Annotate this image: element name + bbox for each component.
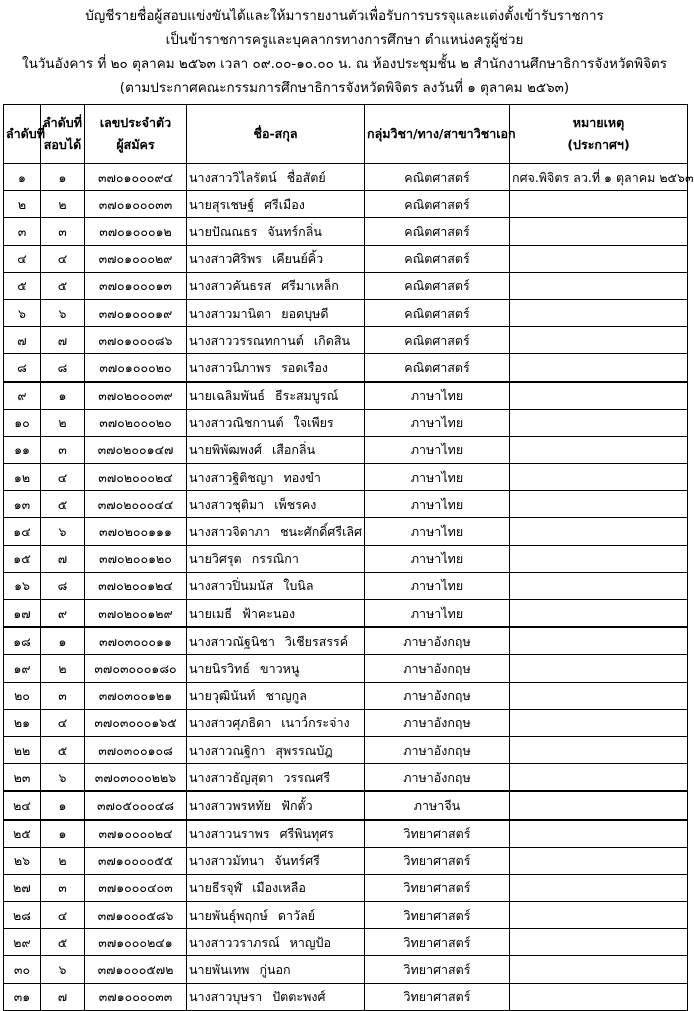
table-row	[4, 218, 688, 245]
cell-seq: ๓	[4, 218, 41, 245]
cell-name	[187, 545, 365, 572]
first-name: นายเมธี	[189, 605, 233, 621]
cell-subject: ภาษาอังกฤษ	[365, 736, 510, 763]
header-note: หมายเหตุ (ประกาศฯ)	[510, 105, 688, 164]
cell-subject: วิทยาศาสตร์	[365, 956, 510, 983]
first-name: นายพิพัฒพงศ์	[189, 442, 262, 458]
cell-rank: ๑	[41, 791, 85, 819]
cell-seq: ๒๘	[4, 902, 41, 929]
table-row	[4, 874, 688, 901]
header-line-1: บัญชีรายชื่อผู้สอบแข่งขันได้และให้มารายงานตัวเพื่อรับการบรรจุและแต่งตั้งเข้ารับราชการ	[85, 8, 604, 24]
last-name: ศรีมาเหล็ก	[281, 278, 339, 294]
table-row	[4, 983, 688, 1010]
cell-subject: คณิตศาสตร์	[365, 245, 510, 272]
cell-seq: ๗	[4, 327, 41, 354]
table-row	[4, 545, 688, 572]
candidate-table	[3, 104, 694, 1011]
table-row	[4, 518, 688, 545]
last-name: ขาวหนู	[260, 660, 300, 676]
first-name: นายวิศรุต	[189, 551, 242, 567]
cell-rank: ๑	[41, 627, 85, 655]
first-name: นายนิรวิทธ์	[189, 660, 251, 676]
cell-note	[510, 491, 688, 518]
last-name: ชื่อสัตย์	[286, 169, 326, 185]
first-name: นายพันธุ์พฤกษ์	[189, 907, 268, 923]
table-row	[4, 956, 688, 983]
cell-name	[187, 572, 365, 599]
first-name: นางสาวบุษรา	[189, 989, 263, 1005]
cell-rank: ๓	[41, 436, 85, 463]
cell-rank: ๗	[41, 983, 85, 1010]
cell-applicant-id: ๓๗๐๓๐๐๐๑๑	[85, 627, 187, 655]
cell-applicant-id: ๓๗๐๕๐๐๐๔๘	[85, 791, 187, 819]
last-name: ยอดบุษดี	[281, 305, 329, 321]
cell-note	[510, 791, 688, 819]
cell-seq: ๒๓	[4, 764, 41, 792]
cell-name	[187, 682, 365, 709]
cell-note	[510, 299, 688, 326]
cell-name	[187, 191, 365, 218]
cell-applicant-id: ๓๗๑๐๐๐๔๐๓	[85, 874, 187, 901]
cell-note	[510, 655, 688, 682]
cell-note	[510, 218, 688, 245]
table-row	[4, 354, 688, 382]
table-row	[4, 902, 688, 929]
cell-seq: ๑๓	[4, 491, 41, 518]
cell-name	[187, 409, 365, 436]
last-name: สุพรรณบัฎ	[275, 742, 333, 758]
table-row	[4, 436, 688, 463]
cell-applicant-id: ๓๗๐๒๐๐๑๑๑	[85, 518, 187, 545]
cell-note	[510, 572, 688, 599]
cell-seq: ๕	[4, 272, 41, 299]
cell-note	[510, 929, 688, 956]
last-name: เนาว์กระจ่าง	[281, 715, 350, 731]
cell-applicant-id: ๓๗๐๑๐๐๐๓๓	[85, 191, 187, 218]
cell-subject: วิทยาศาสตร์	[365, 902, 510, 929]
cell-applicant-id: ๓๗๐๒๐๐๑๒๙	[85, 600, 187, 628]
cell-rank: ๕	[41, 929, 85, 956]
first-name: นางสาวศิริพร	[189, 251, 262, 267]
table-row	[4, 327, 688, 354]
cell-subject: คณิตศาสตร์	[365, 272, 510, 299]
cell-note	[510, 245, 688, 272]
table-row	[4, 600, 688, 628]
cell-name	[187, 218, 365, 245]
last-name: หาญป้อ	[289, 934, 331, 950]
header-line-3: ในวันอังคาร ที่ ๒๐ ตุลาคม ๒๕๖๓ เวลา ๐๙.๐๐-๑๐.๐๐ น. ณ ห้องประชุมชั้น ๒ สำนักงานศึกษาธิการจังหวัดพิจิตร	[21, 56, 668, 72]
cell-seq: ๒๐	[4, 682, 41, 709]
table-row	[4, 191, 688, 218]
cell-note	[510, 354, 688, 382]
cell-subject: ภาษาไทย	[365, 464, 510, 491]
first-name: นายวุฒินันท์	[189, 688, 256, 704]
cell-rank: ๖	[41, 518, 85, 545]
cell-rank: ๑	[41, 164, 85, 191]
last-name: วิเชียรสรรค์	[284, 633, 349, 649]
cell-seq: ๒๒	[4, 736, 41, 763]
cell-note	[510, 956, 688, 983]
cell-subject: ภาษาไทย	[365, 572, 510, 599]
cell-applicant-id: ๓๗๐๑๐๐๐๒๙	[85, 245, 187, 272]
first-name: นางสาวพรหทัย	[189, 797, 272, 813]
last-name: ดาวัลย์	[277, 907, 316, 923]
cell-subject: ภาษาอังกฤษ	[365, 709, 510, 736]
table-header-row	[4, 105, 688, 164]
cell-rank: ๗	[41, 327, 85, 354]
cell-note	[510, 736, 688, 763]
cell-name	[187, 600, 365, 628]
first-name: นางสาววิไลรัตน์	[189, 169, 277, 185]
cell-seq: ๑๒	[4, 464, 41, 491]
last-name: ใบนิล	[283, 578, 314, 594]
last-name: วรรณศรี	[283, 769, 331, 785]
cell-name	[187, 327, 365, 354]
table-row	[4, 382, 688, 410]
cell-applicant-id: ๓๗๐๑๐๐๐๑๙	[85, 299, 187, 326]
cell-applicant-id: ๓๗๑๐๐๐๐๕๕	[85, 847, 187, 874]
cell-name	[187, 791, 365, 819]
table-row	[4, 847, 688, 874]
cell-seq: ๘	[4, 354, 41, 382]
cell-rank: ๘	[41, 354, 85, 382]
cell-seq: ๑๘	[4, 627, 41, 655]
cell-seq: ๔	[4, 245, 41, 272]
table-row	[4, 491, 688, 518]
cell-subject: ภาษาไทย	[365, 518, 510, 545]
cell-applicant-id: ๓๗๐๓๐๐๐๒๒๖	[85, 764, 187, 792]
cell-note	[510, 627, 688, 655]
table-row	[4, 655, 688, 682]
cell-note	[510, 847, 688, 874]
cell-seq: ๑๑	[4, 436, 41, 463]
cell-seq: ๖	[4, 299, 41, 326]
cell-applicant-id: ๓๗๐๑๐๐๐๙๔	[85, 164, 187, 191]
cell-note	[510, 709, 688, 736]
cell-applicant-id: ๓๗๐๒๐๐๑๔๗	[85, 436, 187, 463]
cell-rank: ๒	[41, 409, 85, 436]
cell-name	[187, 847, 365, 874]
cell-applicant-id: ๓๗๐๓๐๐๑๒๑	[85, 682, 187, 709]
first-name: นางสาวศุภธิดา	[189, 715, 272, 731]
first-name: นายปัณณธร	[189, 223, 258, 239]
first-name: นางสาวนิภาพร	[189, 359, 272, 375]
cell-rank: ๒	[41, 191, 85, 218]
cell-subject: ภาษาอังกฤษ	[365, 655, 510, 682]
last-name: ฟ้าคะนอง	[242, 605, 296, 621]
last-name: ใจเพียร	[293, 415, 334, 431]
cell-seq: ๒๔	[4, 791, 41, 819]
table-row	[4, 464, 688, 491]
first-name: นางสาวณฐิกา	[189, 742, 266, 758]
cell-applicant-id: ๓๗๐๒๐๐๐๔๔	[85, 491, 187, 518]
last-name: เคียนย์คิ้ว	[271, 251, 324, 267]
first-name: นางสาวฐิติชญา	[189, 469, 274, 485]
cell-name	[187, 627, 365, 655]
cell-rank: ๖	[41, 299, 85, 326]
cell-subject: คณิตศาสตร์	[365, 299, 510, 326]
cell-name	[187, 491, 365, 518]
first-name: นายสุรเชษฐ์	[189, 196, 255, 212]
cell-name	[187, 736, 365, 763]
first-name: นางสาวมานิตา	[189, 305, 272, 321]
cell-rank: ๕	[41, 272, 85, 299]
last-name: จันทร์ศรี	[274, 853, 320, 869]
last-name: ปัตตะพงศ์	[272, 989, 326, 1005]
header-id: เลขประจำตัว ผู้สมัคร	[85, 105, 187, 164]
cell-subject: คณิตศาสตร์	[365, 327, 510, 354]
cell-name	[187, 655, 365, 682]
first-name: นางสาววราภรณ์	[189, 934, 280, 950]
cell-name	[187, 709, 365, 736]
last-name: เกิดสิน	[313, 332, 351, 348]
first-name: นายเฉลิมพันธ์	[189, 388, 265, 404]
cell-rank: ๔	[41, 902, 85, 929]
cell-seq: ๑๗	[4, 600, 41, 628]
cell-applicant-id: ๓๗๐๒๐๐๑๒๐	[85, 545, 187, 572]
cell-applicant-id: ๓๗๐๒๐๐๐๒๔	[85, 464, 187, 491]
header-seq: ลำดับที่	[4, 105, 41, 164]
last-name: เพ็ชรคง	[274, 496, 317, 512]
last-name: ชาญกูล	[265, 688, 307, 704]
cell-applicant-id: ๓๗๑๐๐๐๕๘๖	[85, 902, 187, 929]
header-line-2: เป็นข้าราชการครูและบุคลากรทางการศึกษา ตำแหน่งครูผู้ช่วย	[165, 32, 524, 48]
cell-subject: ภาษาอังกฤษ	[365, 627, 510, 655]
last-name: ธีระสมบูรณ์	[275, 388, 339, 404]
cell-seq: ๑๖	[4, 572, 41, 599]
table-row	[4, 299, 688, 326]
cell-rank: ๙	[41, 600, 85, 628]
table-row	[4, 929, 688, 956]
cell-name	[187, 245, 365, 272]
cell-note	[510, 600, 688, 628]
table-row	[4, 791, 688, 819]
cell-seq: ๓๐	[4, 956, 41, 983]
cell-rank: ๒	[41, 847, 85, 874]
cell-seq: ๑๐	[4, 409, 41, 436]
cell-subject: ภาษาไทย	[365, 491, 510, 518]
cell-name	[187, 956, 365, 983]
cell-name	[187, 764, 365, 792]
first-name: นางสาวธัญสุดา	[189, 769, 274, 785]
cell-subject: คณิตศาสตร์	[365, 191, 510, 218]
cell-note	[510, 902, 688, 929]
cell-rank: ๓	[41, 682, 85, 709]
cell-name	[187, 518, 365, 545]
cell-name	[187, 382, 365, 410]
last-name: เมืองเหลือ	[252, 880, 306, 896]
last-name: กู่นอก	[259, 962, 291, 978]
table-body	[4, 164, 694, 1011]
cell-subject: วิทยาศาสตร์	[365, 820, 510, 848]
cell-subject: วิทยาศาสตร์	[365, 929, 510, 956]
cell-applicant-id: ๓๗๐๑๐๐๐๒๐	[85, 354, 187, 382]
cell-subject: ภาษาไทย	[365, 545, 510, 572]
last-name: รอดเรือง	[281, 359, 329, 375]
cell-name	[187, 299, 365, 326]
cell-seq: ๑๕	[4, 545, 41, 572]
cell-subject: ภาษาไทย	[365, 382, 510, 410]
cell-name	[187, 354, 365, 382]
cell-subject: ภาษาอังกฤษ	[365, 682, 510, 709]
header-subject: กลุ่มวิชา/ทาง/สาขาวิชาเอก	[365, 105, 510, 164]
cell-note	[510, 874, 688, 901]
first-name: นางสาววรรณทกานต์	[189, 332, 304, 348]
document-header	[0, 0, 689, 104]
cell-seq: ๑	[4, 164, 41, 191]
first-name: นางสาวมัทนา	[189, 853, 265, 869]
cell-applicant-id: ๓๗๑๐๐๐๐๒๔	[85, 820, 187, 848]
last-name: ศรีพินทุศร	[279, 826, 334, 842]
cell-name	[187, 902, 365, 929]
cell-applicant-id: ๓๗๐๓๐๐๐๑๖๕	[85, 709, 187, 736]
last-name: เสือกลิ่น	[271, 442, 316, 458]
cell-note	[510, 382, 688, 410]
cell-note	[510, 327, 688, 354]
cell-applicant-id: ๓๗๐๒๐๐๑๒๔	[85, 572, 187, 599]
table-row	[4, 627, 688, 655]
last-name: กรรณิกา	[251, 551, 299, 567]
cell-subject: ภาษาไทย	[365, 600, 510, 628]
cell-rank: ๕	[41, 736, 85, 763]
cell-note	[510, 983, 688, 1010]
cell-subject: ภาษาอังกฤษ	[365, 764, 510, 792]
cell-rank: ๔	[41, 245, 85, 272]
cell-rank: ๕	[41, 491, 85, 518]
cell-note	[510, 764, 688, 792]
cell-seq: ๒๗	[4, 874, 41, 901]
cell-name	[187, 929, 365, 956]
first-name: นางสาวคันธรส	[189, 278, 272, 294]
cell-applicant-id: ๓๗๐๒๐๐๐๓๙	[85, 382, 187, 410]
last-name: ชนะศักดิ์ศรีเลิศ	[280, 524, 362, 540]
cell-name	[187, 820, 365, 848]
first-name: นางสาวณิชกานต์	[189, 415, 284, 431]
cell-note	[510, 272, 688, 299]
cell-note: กศจ.พิจิตร ลว.ที่ ๑ ตุลาคม ๒๕๖๓	[510, 164, 688, 191]
table-row	[4, 245, 688, 272]
last-name: ศรีเมือง	[264, 196, 305, 212]
last-name: ทองขำ	[283, 469, 321, 485]
cell-seq: ๙	[4, 382, 41, 410]
table-row	[4, 820, 688, 848]
cell-applicant-id: ๓๗๐๒๐๐๐๒๐	[85, 409, 187, 436]
header-rank: ลำดับที่ สอบได้	[41, 105, 85, 164]
table-row	[4, 682, 688, 709]
first-name: นางสาวจิดาภา	[189, 524, 271, 540]
cell-seq: ๑๙	[4, 655, 41, 682]
table-row	[4, 409, 688, 436]
cell-rank: ๘	[41, 572, 85, 599]
cell-seq: ๒๑	[4, 709, 41, 736]
cell-applicant-id: ๓๗๐๓๐๐๐๑๘๐	[85, 655, 187, 682]
cell-rank: ๓	[41, 874, 85, 901]
cell-applicant-id: ๓๗๑๐๐๐๕๗๒	[85, 956, 187, 983]
cell-applicant-id: ๓๗๐๑๐๐๐๘๖	[85, 327, 187, 354]
cell-note	[510, 518, 688, 545]
header-name: ชื่อ-สกุล	[187, 105, 365, 164]
cell-applicant-id: ๓๗๑๐๐๐๒๔๑	[85, 929, 187, 956]
first-name: นางสาวณัฐนิชา	[189, 633, 275, 649]
first-name: นายพันเทพ	[189, 962, 250, 978]
cell-subject: คณิตศาสตร์	[365, 354, 510, 382]
cell-rank: ๖	[41, 764, 85, 792]
cell-note	[510, 545, 688, 572]
cell-rank: ๑	[41, 382, 85, 410]
cell-applicant-id: ๓๗๑๐๐๐๐๓๓	[85, 983, 187, 1010]
first-name: นางสาวชุติมา	[189, 496, 265, 512]
cell-subject: คณิตศาสตร์	[365, 164, 510, 191]
cell-rank: ๖	[41, 956, 85, 983]
cell-seq: ๒	[4, 191, 41, 218]
cell-rank: ๒	[41, 655, 85, 682]
table-row	[4, 736, 688, 763]
header-line-4: (ตามประกาศคณะกรรมการศึกษาธิการจังหวัดพิจิตร ลงวันที่ ๑ ตุลาคม ๒๕๖๓)	[119, 80, 570, 96]
cell-seq: ๒๖	[4, 847, 41, 874]
cell-applicant-id: ๓๗๐๑๐๐๐๑๓	[85, 272, 187, 299]
cell-name	[187, 464, 365, 491]
cell-rank: ๗	[41, 545, 85, 572]
cell-note	[510, 409, 688, 436]
cell-subject: ภาษาจีน	[365, 791, 510, 819]
cell-subject: วิทยาศาสตร์	[365, 983, 510, 1010]
last-name: จันทร์กลิ่น	[267, 223, 322, 239]
cell-seq: ๒๕	[4, 820, 41, 848]
first-name: นายธีรจุฬ์	[189, 880, 243, 896]
table-row	[4, 709, 688, 736]
table-row	[4, 572, 688, 599]
cell-seq: ๑๔	[4, 518, 41, 545]
first-name: นางสาวนราพร	[189, 826, 270, 842]
cell-name	[187, 272, 365, 299]
cell-rank: ๔	[41, 464, 85, 491]
table-row	[4, 272, 688, 299]
cell-subject: วิทยาศาสตร์	[365, 874, 510, 901]
cell-subject: ภาษาไทย	[365, 409, 510, 436]
cell-name	[187, 874, 365, 901]
cell-rank: ๑	[41, 820, 85, 848]
cell-rank: ๔	[41, 709, 85, 736]
cell-note	[510, 682, 688, 709]
cell-note	[510, 436, 688, 463]
cell-applicant-id: ๓๗๐๓๐๐๑๐๘	[85, 736, 187, 763]
table-row	[4, 764, 688, 792]
cell-note	[510, 820, 688, 848]
cell-note	[510, 464, 688, 491]
cell-rank: ๓	[41, 218, 85, 245]
first-name: นางสาวปิ่นมนัส	[189, 578, 274, 594]
cell-note	[510, 191, 688, 218]
cell-subject: ภาษาไทย	[365, 436, 510, 463]
cell-name	[187, 983, 365, 1010]
last-name: ฟักตั้ว	[281, 797, 313, 813]
cell-subject: วิทยาศาสตร์	[365, 847, 510, 874]
cell-applicant-id: ๓๗๐๑๐๐๐๑๒	[85, 218, 187, 245]
cell-name	[187, 436, 365, 463]
cell-seq: ๒๙	[4, 929, 41, 956]
cell-name	[187, 164, 365, 191]
cell-seq: ๓๑	[4, 983, 41, 1010]
cell-subject: คณิตศาสตร์	[365, 218, 510, 245]
table-row	[4, 164, 688, 191]
